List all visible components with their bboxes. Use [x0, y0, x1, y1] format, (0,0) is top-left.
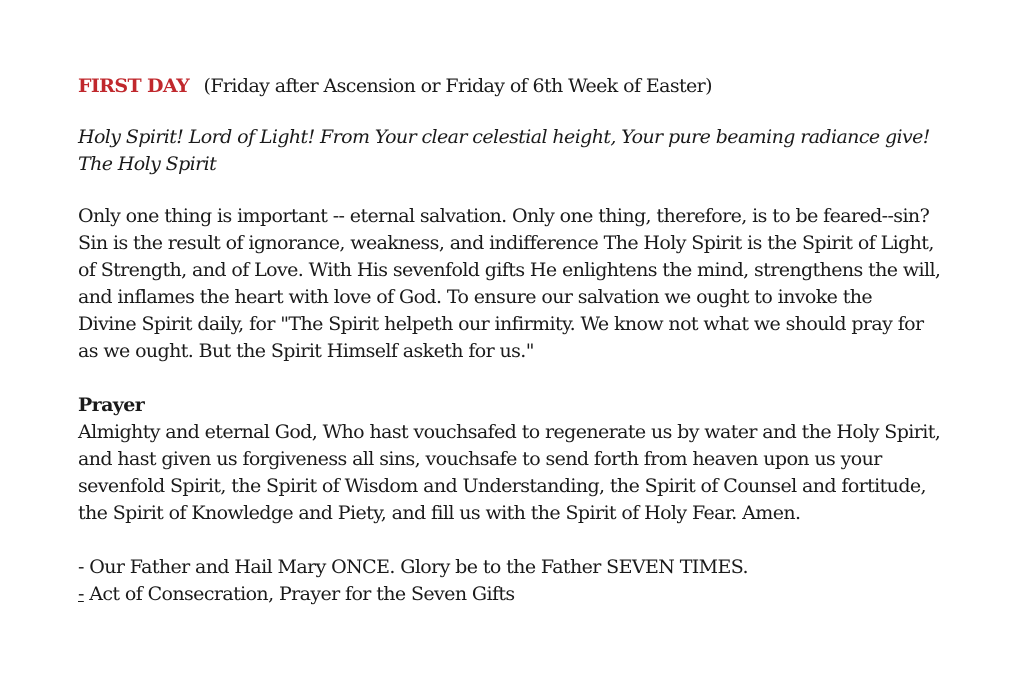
- notes: [78, 554, 978, 608]
- prayer-line: the Spirit of Knowledge and Piety, and fill us with the Spirit of Holy Fear. Amen.: [78, 502, 801, 524]
- day-title: FIRST DAY: [78, 75, 190, 97]
- note-dash: -: [78, 583, 84, 605]
- meditation-line: of Strength, and of Love. With His sevenfold gifts He enlightens the mind, strengthens the will,: [78, 259, 941, 281]
- prayer-text: [78, 419, 978, 527]
- day-heading: [78, 70, 978, 102]
- prayer-line: sevenfold Spirit, the Spirit of Wisdom and Understanding, the Spirit of Counsel and fortitude,: [78, 475, 926, 497]
- meditation-line: Only one thing is important -- eternal salvation. Only one thing, therefore, is to be feared--sin?: [78, 205, 930, 227]
- meditation-line: as we ought. But the Spirit Himself asketh for us.": [78, 340, 534, 362]
- prayer-heading: Prayer: [78, 394, 145, 416]
- document-page: [78, 70, 978, 608]
- meditation-line: Sin is the result of ignorance, weakness, and indifference The Holy Spirit is the Spirit of Light,: [78, 232, 934, 254]
- day-subtitle: (Friday after Ascension or Friday of 6th Week of Easter): [203, 75, 712, 97]
- prayer-line: Almighty and eternal God, Who hast vouchsafed to regenerate us by water and the Holy Spirit,: [78, 421, 941, 443]
- note-act-of-consecration: [78, 581, 978, 608]
- verse-attribution: The Holy Spirit: [78, 153, 217, 175]
- note-our-father: - Our Father and Hail Mary ONCE. Glory be to the Father SEVEN TIMES.: [78, 556, 748, 578]
- meditation-line: and inflames the heart with love of God. To ensure our salvation we ought to invoke the: [78, 286, 873, 308]
- meditation-line: Divine Spirit daily, for "The Spirit helpeth our infirmity. We know not what we should pray for: [78, 313, 924, 335]
- verse: [78, 124, 978, 178]
- prayer-line: and hast given us forgiveness all sins, vouchsafe to send forth from heaven upon us your: [78, 448, 882, 470]
- note-text: Act of Consecration, Prayer for the Seven Gifts: [83, 583, 515, 605]
- meditation-text: [78, 203, 978, 365]
- verse-line: Holy Spirit! Lord of Light! From Your clear celestial height, Your pure beaming radiance give!: [78, 126, 930, 148]
